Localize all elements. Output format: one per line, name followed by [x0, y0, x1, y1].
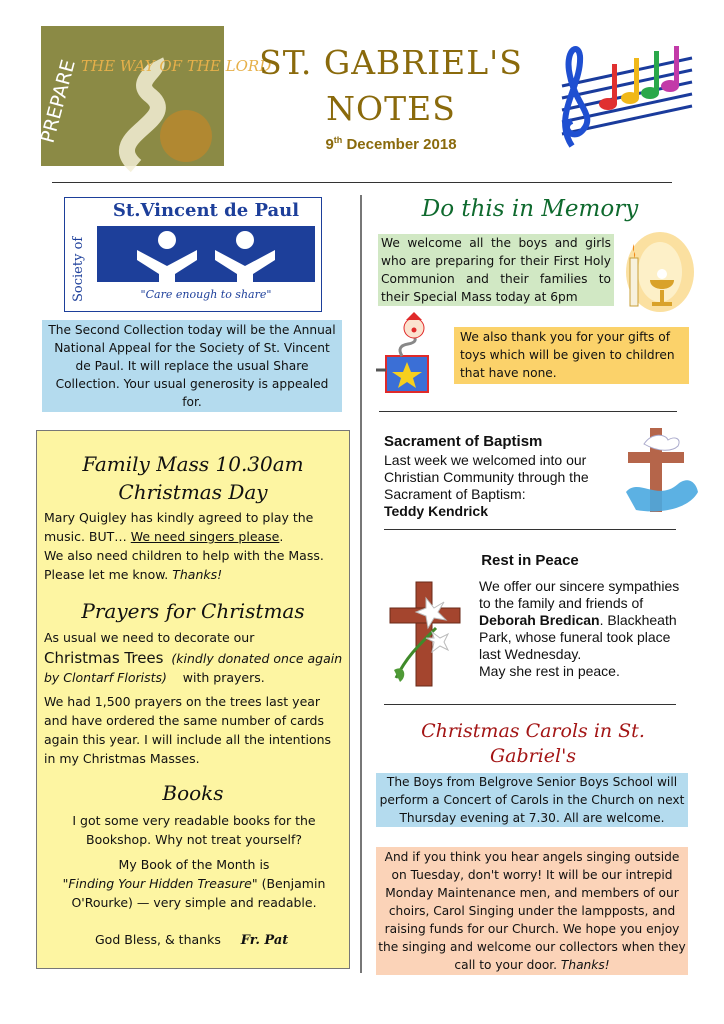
prayers-heading: Prayers for Christmas: [81, 599, 305, 623]
rip-body: We offer our sincere sympathies to the family and friends of: [479, 578, 680, 611]
rip-name: Deborah Bredican: [479, 612, 600, 628]
carols-concert-text: The Boys from Belgrove Senior Boys School will perform a Concert of Carols in the Church on next Thursday evening at 7.30. All are welcome.: [376, 773, 688, 827]
date-rest: December 2018: [346, 136, 457, 153]
baptism-name: Teddy Kendrick: [384, 503, 488, 519]
music-notes-icon: [542, 36, 698, 156]
svp-logo: [64, 197, 322, 312]
svp-tagline: "Care enough to share": [140, 288, 272, 301]
title-line-2: NOTES: [326, 89, 456, 128]
divider-1: [379, 411, 677, 412]
rip-body-2: . Blackheath Park, whose funeral took place last Wednesday.: [479, 612, 677, 662]
baptism-dove-icon: [618, 422, 700, 518]
book-title: "Finding Your Hidden Treasure": [62, 876, 258, 891]
family-mass-heading-line-1: Family Mass 10.30am: [82, 452, 304, 476]
rip-heading: Rest in Peace: [481, 552, 579, 569]
book-author: (Benjamin O'Rourke) — very simple and readable.: [71, 876, 326, 910]
family-mass-p1: Mary Quigley has kindly agreed to play the music. BUT…: [44, 510, 314, 544]
title-line-1: ST. GABRIEL'S: [259, 43, 523, 82]
books-p1: I got some very readable books for the Bookshop. Why not treat yourself?: [72, 813, 316, 847]
svp-collection-box: [42, 320, 342, 412]
divider-3: [384, 704, 676, 705]
signoff: [95, 930, 345, 950]
family-mass-p3: Please let me know.: [44, 567, 173, 582]
cross-lily-icon: [386, 578, 472, 690]
family-mass-heading-line-2: Christmas Day: [118, 480, 268, 504]
toys-thanks-text: We also thank you for your gifts of toys which will be given to children that have none.: [454, 327, 689, 384]
baptism-body: Last week we welcomed into our Christian Community through the Sacrament of Baptism:: [384, 452, 589, 502]
family-mass-text: [44, 508, 344, 584]
carol-singing-text: And if you think you hear angels singing outside on Tuesday, don't worry! It will be our intrepid Monday Maintenance men, and members of our choirs, Carol Singing under the lampposts, and raising funds for our Church. We hope you enjoy the singing and welcome our collectors when they call to your door.: [378, 850, 686, 972]
books-p2: My Book of the Month is: [118, 857, 270, 872]
books-heading: Books: [162, 781, 224, 805]
baptism-heading: Sacrament of Baptism: [384, 433, 543, 450]
date-day: 9: [325, 136, 334, 153]
family-mass-thanks: Thanks!: [172, 567, 223, 582]
prayers-p2-end: with prayers.: [182, 670, 265, 685]
family-mass-heading: [37, 450, 349, 506]
family-mass-box: [36, 430, 350, 969]
jack-in-the-box-icon: [372, 314, 456, 394]
singers-needed: We need singers please: [130, 529, 280, 544]
family-mass-p2: We also need children to help with the Mass.: [44, 548, 324, 563]
rip-body-3: May she rest in peace.: [479, 663, 620, 679]
issue-date: [236, 135, 546, 153]
divider-2: [384, 529, 676, 530]
prayers-florists: (kindly donated once again by Clontarf Florists): [44, 651, 343, 685]
column-divider: [360, 195, 362, 973]
christmas-trees: Christmas Trees: [44, 649, 164, 667]
music-notes-image: [542, 36, 698, 156]
prepare-the-way-logo: [36, 26, 272, 166]
rip-text: [479, 578, 685, 680]
book-of-month: [49, 855, 339, 912]
prayers-p3: We had 1,500 prayers on the trees last year and have ordered the same number of cards again this year. I will include all the intentions in my Christmas Masses.: [44, 694, 332, 766]
logo-artwork: [36, 26, 272, 166]
svp-side-label: [69, 202, 91, 306]
signature: Fr. Pat: [240, 933, 289, 948]
svp-figures-icon: [97, 226, 315, 282]
communion-text: We welcome all the boys and girls who are preparing for their First Holy Communion and their families to their Special Mass today at 6pm: [378, 234, 614, 306]
baptism-text: [384, 452, 612, 520]
svp-name: St.Vincent de Paul: [112, 200, 300, 221]
communion-heading: Do this in Memory: [421, 196, 639, 222]
date-suffix: th: [333, 135, 343, 145]
page-title: [236, 40, 546, 132]
header-divider: [52, 182, 672, 183]
carol-singing-box: [376, 847, 688, 975]
prayers-p1: As usual we need to decorate our: [44, 630, 255, 645]
svp-society-of: Society of: [71, 236, 86, 302]
logo-text-prepare: PREPARE: [36, 57, 80, 146]
svp-collection-text: The Second Collection today will be the Annual National Appeal for the Society of St. Vincent de Paul. It will replace the usual Share Collection. Your usual generosity is appealed for.: [48, 323, 336, 409]
carol-singing-thanks: Thanks!: [560, 958, 610, 972]
chalice-candle-icon: [612, 230, 696, 314]
prayers-text: [44, 628, 344, 768]
signoff-text: God Bless, & thanks: [95, 932, 221, 947]
carols-heading: Christmas Carols in St. Gabriel's: [421, 720, 645, 767]
family-mass-p1-end: .: [279, 529, 284, 544]
logo-text-way: THE WAY OF THE LORD: [81, 57, 272, 75]
